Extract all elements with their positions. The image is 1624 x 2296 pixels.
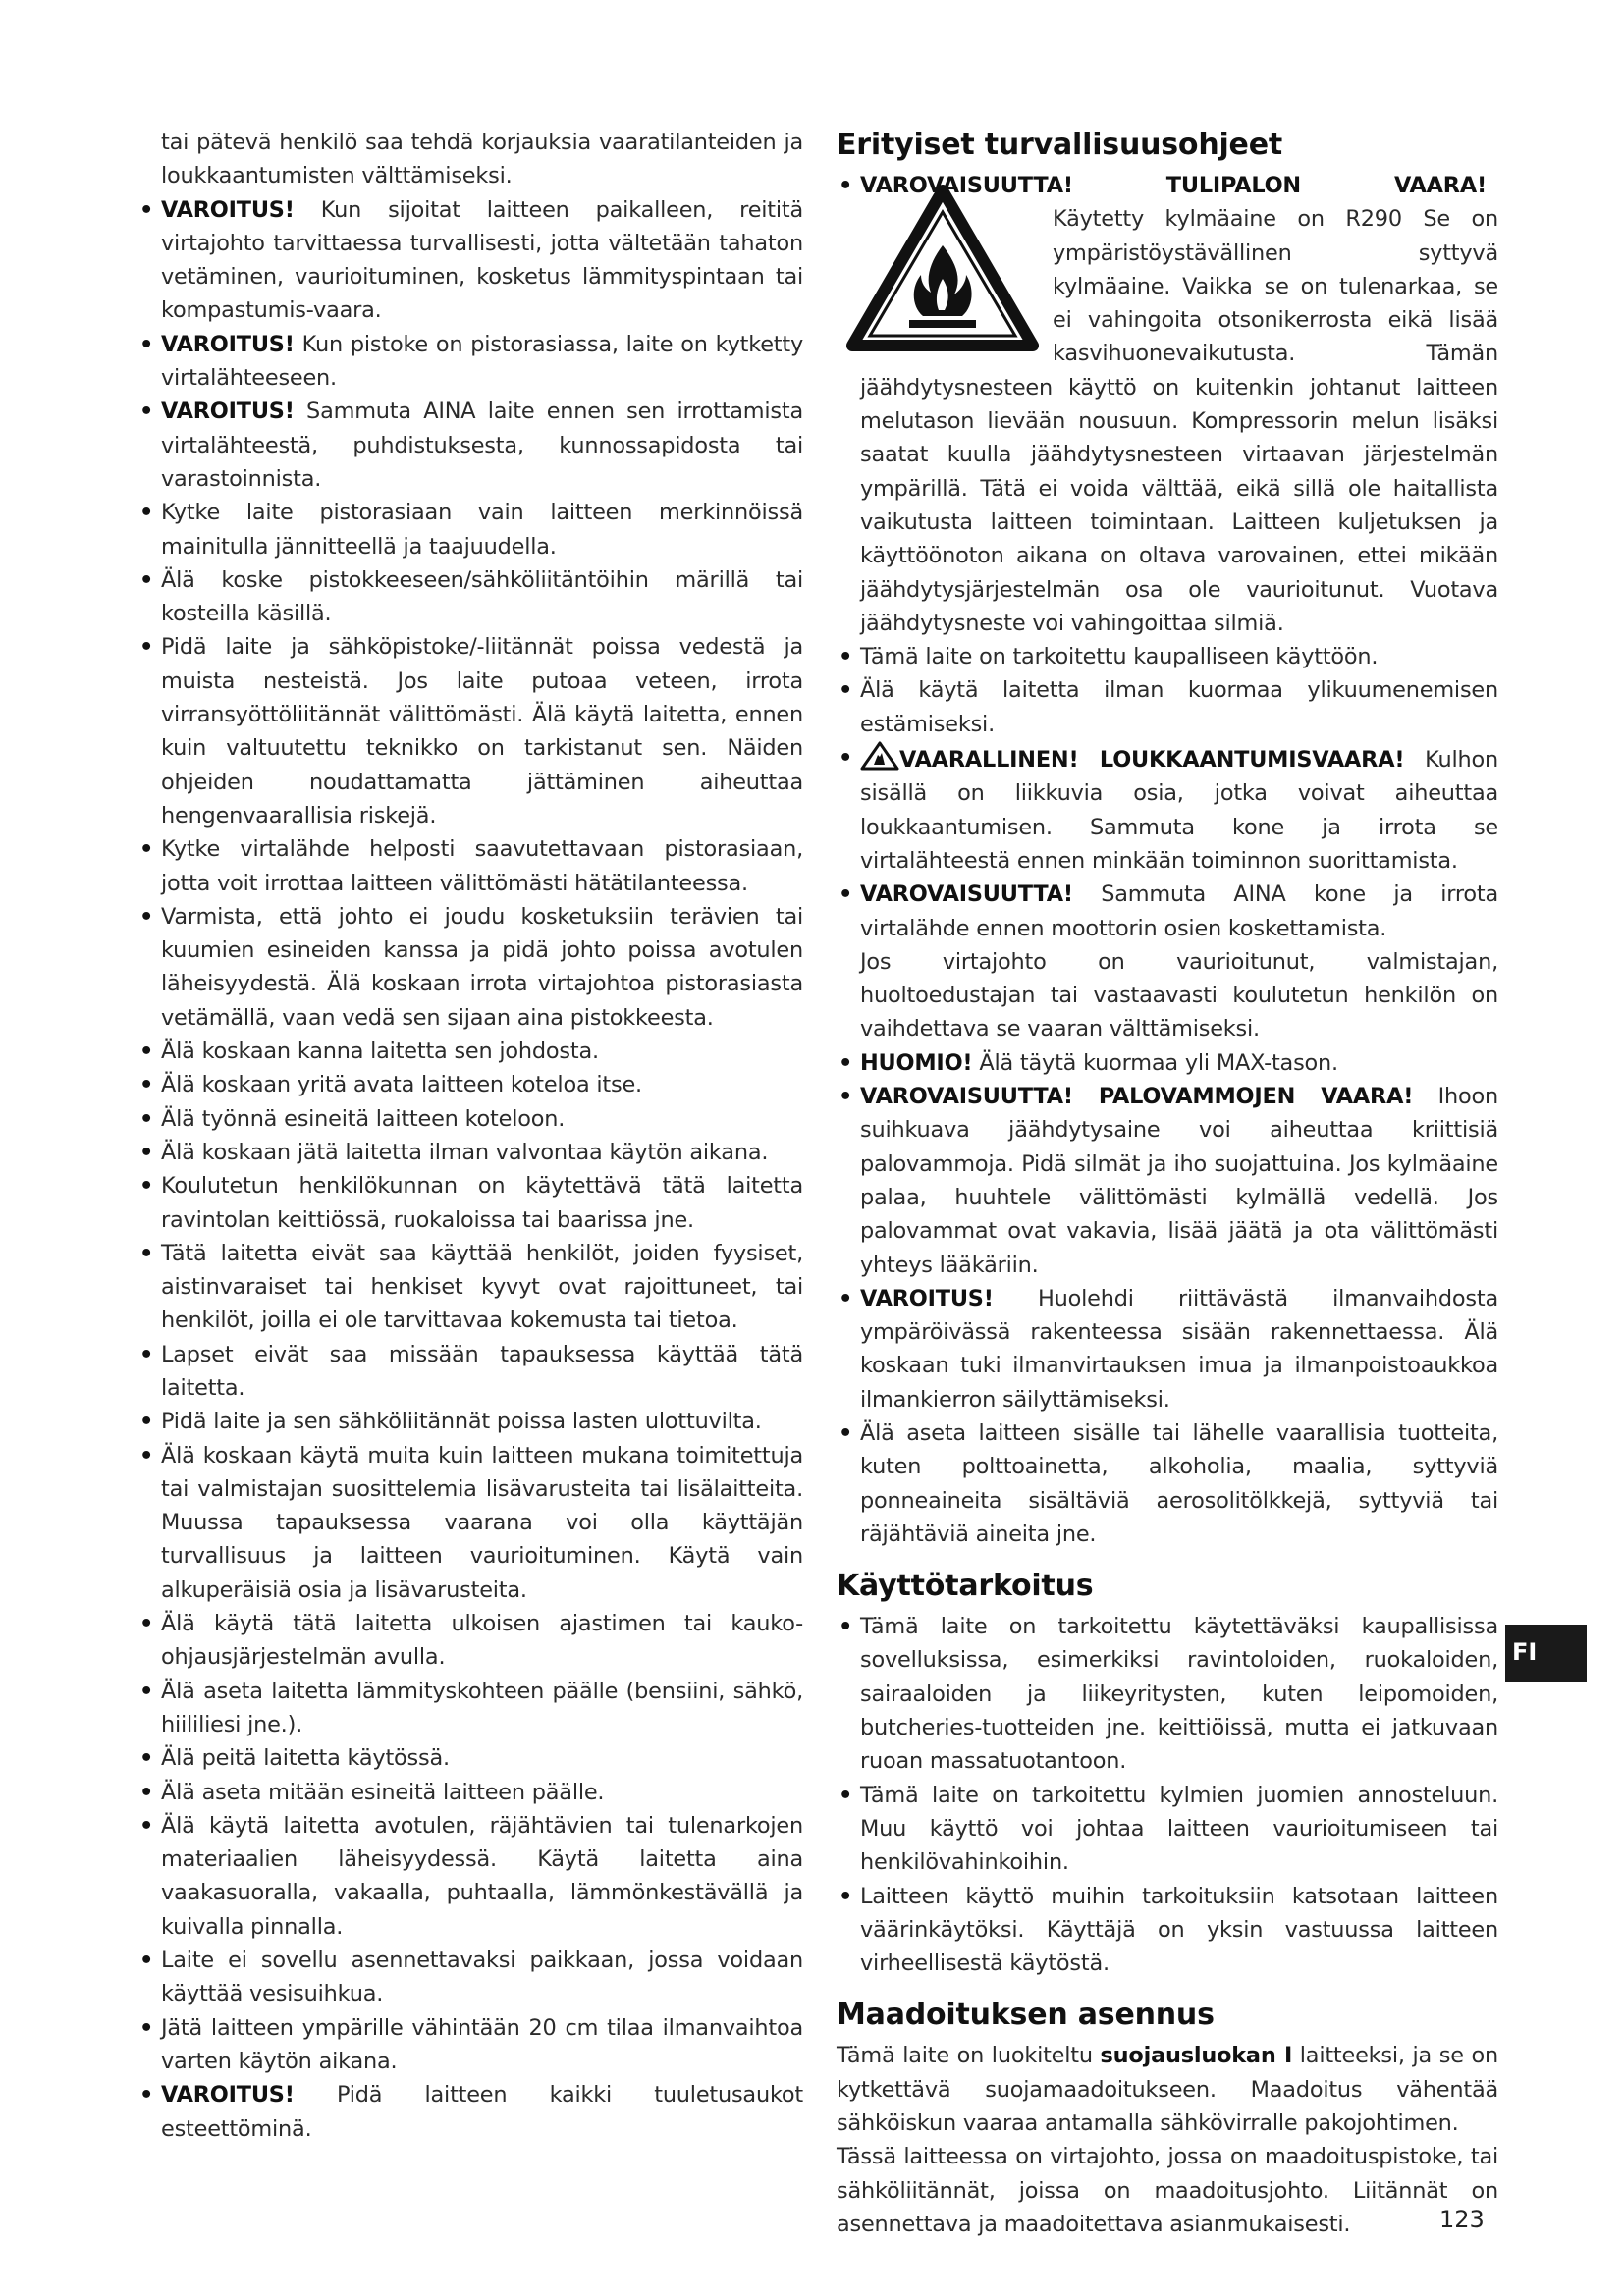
list-item: • Laitteen käyttö muihin tarkoituksiin katsotaan laitteen väärinkäytöksi. Käyttäjä on yksin vastuussa laitteen virheellisestä käytöstä. — [837, 1880, 1498, 1981]
list-item: • Pidä laite ja sähköpistoke/-liitännät poissa vedestä ja muista nesteistä. Jos laite putoaa veteen, irrota virransyöttöliitännät välittömästi. Älä käytä laitetta, ennen kuin valtuutettu teknikko on tarkistanut sen. Näiden ohjeiden noudattamatta jättäminen aiheuttaa hengenvaarallisia riskejä. — [137, 630, 803, 832]
list-item: • VAROITUS! Sammuta AINA laite ennen sen irrottamista virtalähteestä, puhdistuksesta, kunnossapidosta tai varastoinnista. — [137, 395, 803, 496]
list-item: • Lapset eivät saa missään tapauksessa käyttää tätä laitetta. — [137, 1338, 803, 1406]
list-item: • VAROITUS! Kun sijoitat laitteen paikalleen, reititä virtajohto tarvittaessa turvallisesti, jotta vältetään tahaton vetäminen, vaurioituminen, kosketus lämmityspintaan tai kompastumis-vaara. — [137, 193, 803, 328]
list-item: • Tämä laite on tarkoitettu kylmien juomien annosteluun. Muu käyttö voi johtaa laitteen vaurioitumiseen tai henkilövahinkoihin. — [837, 1779, 1498, 1880]
list-item: • Varmista, että johto ei joudu kosketuksiin terävien tai kuumien esineiden kanssa ja pidä johto poissa avotulen läheisyydestä. Älä koskaan irrota virtajohtoa pistorasiasta vetämällä, vaan vedä sen sijaan aina pistokkeesta. — [137, 900, 803, 1035]
list-item: • VAROVAISUUTTA! Sammuta AINA kone ja irrota virtalähde ennen moottorin osien koskettamista. Jos virtajohto on vaurioitunut, valmistajan, huoltoedustajan tai vastaavasti koulutetun henkilön on vaihdettava se vaaran välttämiseksi. — [837, 878, 1498, 1045]
list-item: • Älä käytä tätä laitetta ulkoisen ajastimen tai kauko-ohjausjärjestelmän avulla. — [137, 1607, 803, 1675]
list-item: • VAROITUS! Huolehdi riittävästä ilmanvaihdosta ympäröivässä rakenteessa sisään rakennettaessa. Älä koskaan tuki ilmanvirtauksen imua ja ilmanpoistoaukkoa ilmankierron säilyttämiseksi. — [837, 1282, 1498, 1416]
flammable-warning — [837, 169, 1498, 640]
language-tab-label: FI — [1512, 1638, 1538, 1666]
list-item: • Älä koskaan käytä muita kuin laitteen mukana toimitettuja tai valmistajan suosittelemia lisävarusteita tai lisälaitteita. Muussa tapauksessa vaarana voi olla käyttäjän turvallisuus ja laitteen vaurioituminen. Käytä vain alkuperäisiä osia ja lisävarusteita. — [137, 1439, 803, 1607]
flammable-warning-title: • VAROVAISUUTTA! TULIPALON VAARA! — [860, 173, 1487, 198]
list-item: • Älä koskaan yritä avata laitteen koteloa itse. — [137, 1068, 803, 1101]
list-item: • Laite ei sovellu asennettavaksi paikkaan, jossa voidaan käyttää vesisuihkua. — [137, 1944, 803, 2011]
list-item: • Pidä laite ja sen sähköliitännät poissa lasten ulottuvilta. — [137, 1405, 803, 1438]
list-item: • Kytke laite pistorasiaan vain laitteen merkinnöissä mainitulla jännitteellä ja taajuudella. — [137, 496, 803, 563]
list-item: • Älä työnnä esineitä laitteen koteloon. — [137, 1102, 803, 1136]
grounding-paragraph: Tämä laite on luokiteltu suojausluokan I laitteeksi, ja se on kytkettävä suojamaadoitukseen. Maadoitus vähentää sähköiskun vaaraa antamalla sähkövirralle pakojohtimen. — [837, 2043, 1498, 2137]
list-item: • Älä käytä laitetta avotulen, räjähtävien tai tulenarkojen materiaalien läheisyydessä. Käytä laitetta aina vaakasuoralla, vakaalla, puhtaalla, lämmönkestävällä ja kuivalla pinnalla. — [137, 1809, 803, 1944]
continued-text: tai pätevä henkilö saa tehdä korjauksia vaaratilanteiden ja loukkaantumisten välttämiseksi. — [161, 130, 803, 189]
injury-warning: • VAARALLINEN! LOUKKAANTUMISVAARA! Kulhon sisällä on liikkuvia osia, jotka voivat aiheuttaa loukkaantumisen. Sammuta kone ja irrota se virtalähteestä ennen minkään toiminnon suorittamista. — [837, 741, 1498, 878]
left-column — [137, 126, 803, 2146]
list-item: • Älä aseta mitään esineitä laitteen päälle. — [137, 1776, 803, 1809]
list-item: • Kytke virtalähde helposti saavutettavaan pistorasiaan, jotta voit irrottaa laitteen välittömästi hätätilanteessa. — [137, 832, 803, 900]
list-item: • VAROITUS! Kun pistoke on pistorasiassa, laite on kytketty virtalähteeseen. — [137, 328, 803, 396]
grounding-heading: Maadoituksen asennus — [837, 1998, 1215, 2033]
list-item: • Tämä laite on tarkoitettu kaupalliseen käyttöön. — [837, 640, 1498, 673]
list-item: • Tämä laite on tarkoitettu käytettäväksi kaupallisissa sovelluksissa, esimerkiksi ravintoloiden, ruokaloiden, sairaaloiden ja liikeyritysten, kuten leipomoiden, butcheries-tuotteiden jne. keittiöissä, mutta ei jatkuvaan ruoan massatuotantoon. — [837, 1610, 1498, 1778]
list-item: • Älä koske pistokkeeseen/sähköliitäntöihin märillä tai kosteilla käsillä. — [137, 563, 803, 631]
list-item: • Älä koskaan kanna laitetta sen johdosta. — [137, 1035, 803, 1068]
list-item: • Älä peitä laitetta käytössä. — [137, 1741, 803, 1775]
list-item: • Tätä laitetta eivät saa käyttää henkilöt, joiden fyysiset, aistinvaraiset tai henkiset kyvyt ovat rajoittuneet, tai henkilöt, joilla ei ole tarvittavaa kokemusta tai tietoa. — [137, 1237, 803, 1338]
grounding-paragraph: Tässä laitteessa on virtajohto, jossa on maadoituspistoke, tai sähköliitännät, joissa on maadoitusjohto. Liitännät on asennettava ja maadoitettava asianmukaisesti. — [837, 2144, 1498, 2237]
right-column — [837, 126, 1498, 2241]
list-item: • Älä aseta laitetta lämmityskohteen päälle (bensiini, sähkö, hiililiesi jne.). — [137, 1675, 803, 1742]
list-item: • Koulutetun henkilökunnan on käytettävä tätä laitetta ravintolan keittiössä, ruokaloissa tai baarissa jne. — [137, 1169, 803, 1237]
list-item: • HUOMIO! Älä täytä kuormaa yli MAX-tason. — [837, 1046, 1498, 1080]
list-item: • Jätä laitteen ympärille vähintään 20 cm tilaa ilmanvaihtoa varten käytön aikana. — [137, 2011, 803, 2079]
purpose-heading: Käyttötarkoitus — [837, 1569, 1094, 1604]
list-item: • VAROVAISUUTTA! PALOVAMMOJEN VAARA! Ihoon suihkuava jäähdytysaine voi aiheuttaa kriittisiä palovammoja. Pidä silmät ja iho suojattuina. Jos kylmäaine palaa, huuhtele välittömästi kylmällä vedellä. Jos palovammat ovat vakavia, lisää jäätä ja ota välittömästi yhteys lääkäriin. — [837, 1080, 1498, 1282]
list-item: • Älä koskaan jätä laitetta ilman valvontaa käytön aikana. — [137, 1136, 803, 1169]
list-item: • Älä käytä laitetta ilman kuormaa ylikuumenemisen estämiseksi. — [837, 673, 1498, 741]
flammable-warning-icon — [846, 185, 1039, 351]
page-number: 123 — [1439, 2206, 1485, 2233]
flammable-warning-text: Käytetty kylmäaine on R290 Se on ympäristöystävällinen syttyvä kylmäaine. Vaikka se on tulenarkaa, se ei vahingoita otsonikerrosta eikä lisää kasvihuonevaikutusta. Tämän jäähdytysnesteen käyttö on kuitenkin johtanut laitteen melutason lievään nousuun. Kompressorin melun lisäksi saatat kuulla jäähdytysnesteen virtaavan järjestelmän ympärillä. Tätä ei voida välttää, eikä sillä ole haitallista vaikutusta laitteen toimintaan. Laitteen kuljetuksen ja käyttöönoton aikana on oltava varovainen, ettei mikään jäähdytysjärjestelmän osa ole vaurioitunut. Vuotava jäähdytysneste voi vahingoittaa silmiä. — [860, 206, 1498, 636]
list-item: • VAROITUS! Pidä laitteen kaikki tuuletusaukot esteettöminä. — [137, 2078, 803, 2146]
hand-injury-warning-icon — [860, 741, 899, 771]
list-item: • Älä aseta laitteen sisälle tai lähelle vaarallisia tuotteita, kuten polttoainetta, alkoholia, maalia, syttyviä ponneaineita sisältäviä aerosolitölkkejä, syttyviä tai räjähtäviä aineita jne. — [837, 1416, 1498, 1551]
safety-heading: Erityiset turvallisuusohjeet — [837, 128, 1282, 162]
